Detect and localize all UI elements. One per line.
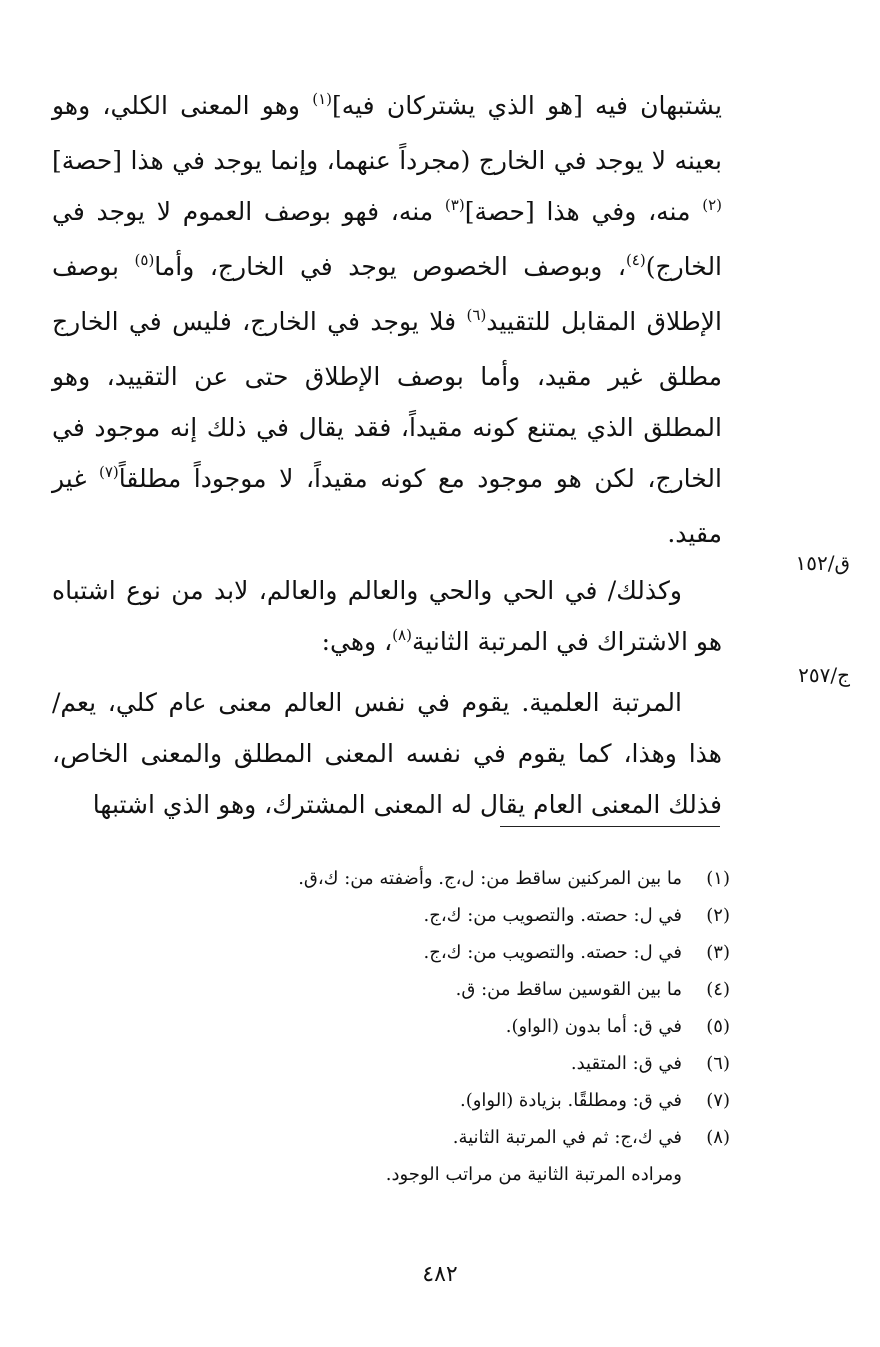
text-run: المرتبة العلمية. يقوم في نفس العالم معنى عام كلي، يعم/ هذا وهذا، كما يقوم في نفسه المعنى المطلق والمعنى الخاص، فذلك المعنى العام يقال له المعنى المشترك، وهو الذي اشتبها	[52, 688, 722, 819]
page-number: ٤٨٢	[422, 1262, 458, 1287]
text-run: وكذلك/ في الحي والحي والعالم والعالم، لابد من نوع اشتباه هو الاشتراك في المرتبة الثانية	[52, 576, 722, 656]
paragraph-2	[52, 565, 722, 671]
footnote-2	[90, 897, 730, 934]
footnote-text: في ق: المتقيد.	[570, 1053, 682, 1074]
footnote-ref-8[interactable]: (٨)	[392, 626, 412, 644]
footnote-8-continuation: ومراده المرتبة الثانية من مراتب الوجود.	[385, 1164, 682, 1185]
main-text	[52, 80, 722, 830]
text-run: منه، فهو بوصف العموم لا يوجد في الخارج)	[52, 197, 723, 281]
footnote-text: ما بين المركنين ساقط من: ل،ج. وأضفته من: ك،ق.	[298, 868, 682, 889]
text-run: ، وهي:	[321, 627, 393, 656]
footnote-5	[90, 1008, 730, 1045]
footnotes	[90, 860, 730, 1193]
margin-reference-qaf-152: ق/١٥٢	[795, 551, 850, 575]
footnote-text: في ك،ج: ثم في المرتبة الثانية.	[452, 1127, 682, 1148]
footnote-divider	[500, 826, 720, 827]
footnote-number: (٤)	[706, 979, 730, 1000]
footnote-number: (٥)	[706, 1016, 730, 1037]
footnote-ref-2[interactable]: (٢)	[702, 196, 723, 214]
footnote-ref-4[interactable]: (٤)	[625, 251, 646, 269]
footnote-ref-6[interactable]: (٦)	[466, 306, 487, 324]
text-run: وهو المعنى الكلي، وهو بعينه لا يوجد في الخارج (مجرداً عنهما، وإنما يوجد في هذا [حصة]	[52, 91, 722, 175]
footnote-3	[90, 934, 730, 971]
text-run: ، وبوصف الخصوص يوجد في الخارج، وأما	[154, 252, 626, 281]
footnote-ref-5[interactable]: (٥)	[134, 251, 155, 269]
paragraph-3	[52, 677, 722, 830]
footnote-ref-7[interactable]: (٧)	[99, 463, 119, 481]
paragraph-1	[52, 80, 722, 559]
text-run: غير مقيد.	[52, 464, 722, 548]
footnote-ref-1[interactable]: (١)	[312, 90, 332, 108]
margin-reference-jim-257: ج/٢٥٧	[798, 663, 850, 687]
footnote-number: (٧)	[706, 1090, 730, 1111]
footnote-4	[90, 971, 730, 1008]
footnote-8	[90, 1119, 730, 1156]
footnote-6	[90, 1045, 730, 1082]
text-run: بوصف الإطلاق المقابل للتقييد	[52, 252, 722, 336]
footnote-text: في ق: ومطلقًا. بزيادة (الواو).	[459, 1090, 682, 1111]
footnote-number: (١)	[706, 868, 730, 889]
footnote-number: (٢)	[706, 905, 730, 926]
footnote-1	[90, 860, 730, 897]
footnote-text: ما بين القوسين ساقط من: ق.	[455, 979, 682, 1000]
footnote-ref-3[interactable]: (٣)	[444, 196, 465, 214]
footnote-number: (٦)	[706, 1053, 730, 1074]
footnote-number: (٨)	[706, 1127, 730, 1148]
footnote-number: (٣)	[706, 942, 730, 963]
text-run: يشتبهان فيه [هو الذي يشتركان فيه]	[331, 91, 723, 120]
footnote-text: في ل: حصته. والتصويب من: ك،ج.	[423, 905, 682, 926]
footnote-text: في ق: أما بدون (الواو).	[505, 1016, 682, 1037]
footnote-text: في ل: حصته. والتصويب من: ك،ج.	[423, 942, 682, 963]
footnote-7	[90, 1082, 730, 1119]
text-run: فلا يوجد في الخارج، فليس في الخارج مطلق غير مقيد، وأما بوصف الإطلاق حتى عن التقييد، وهو المطلق الذي يمتنع كونه مقيداً، فقد يقال في ذلك إنه موجود في الخارج، لكن هو موجود مع كونه مقيداً، لا موجوداً مطلقاً	[52, 307, 722, 493]
text-run: منه، وفي هذا [حصة]	[464, 197, 703, 226]
